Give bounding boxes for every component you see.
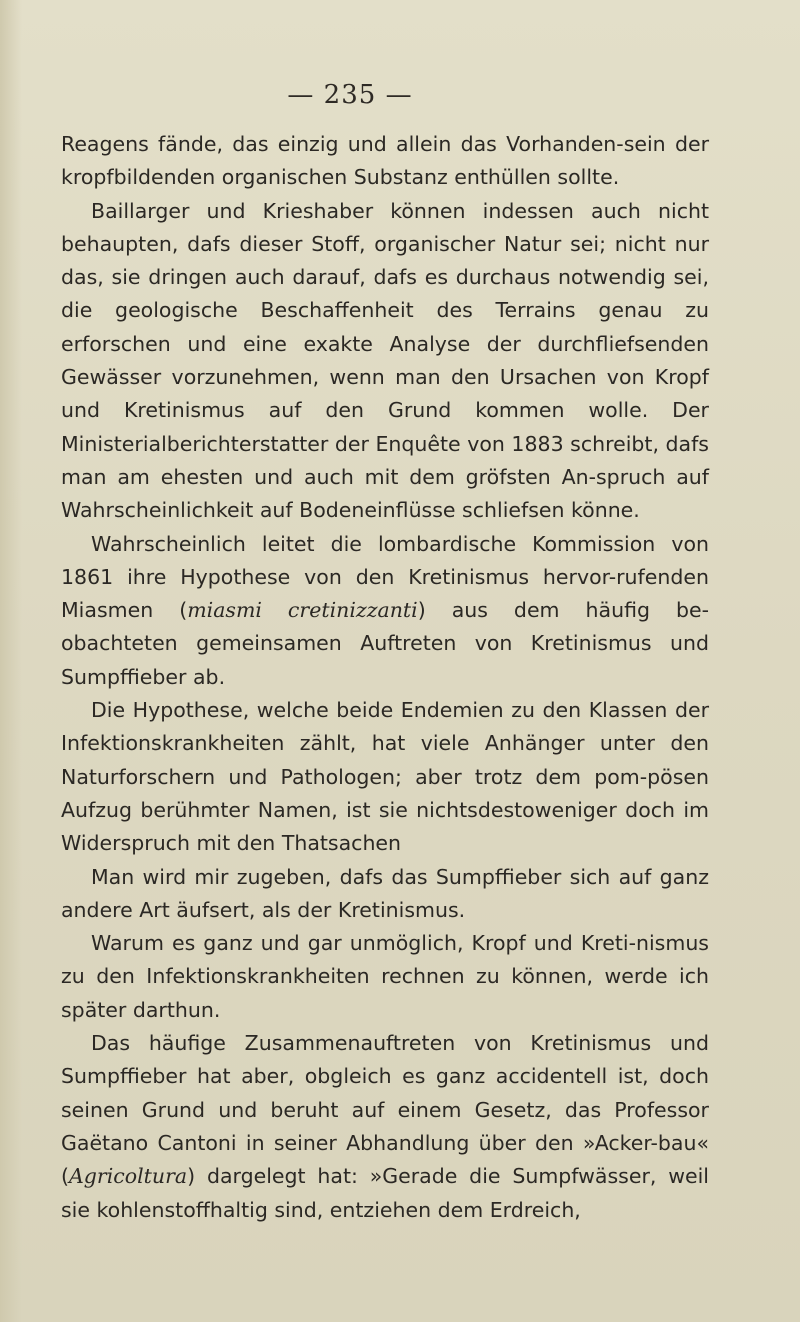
- paragraph-5: Man wird mir zugeben, dafs das Sumpffieber sich auf ganz andere Art äufsert, als der Kretinismus.: [61, 864, 709, 922]
- paragraph-6: Warum es ganz und gar unmöglich, Kropf und Kreti-nismus zu den Infektionskrankheiten rechnen zu können, werde ich später darthun.: [61, 931, 709, 1022]
- paragraph-7-text-after: ) dargelegt hat: »Gerade die Sumpfwässer, weil sie kohlenstoffhaltig sind, entziehen dem Erdreich,: [61, 1164, 709, 1222]
- paragraph-1: Reagens fände, das einzig und allein das Vorhanden-sein der kropfbildenden organischen Substanz enthüllen sollte.: [61, 132, 709, 190]
- paragraph-4: Die Hypothese, welche beide Endemien zu den Klassen der Infektionskrankheiten zählt, hat viele Anhänger unter den Naturforschern und Pathologen; aber trotz dem pom-pösen Aufzug berühmter Namen, ist sie nichtsdestoweniger doch im Widerspruch mit den Thatsachen: [61, 698, 709, 856]
- paragraph-3-italic-term: miasmi cretinizzanti: [187, 598, 418, 623]
- paragraph-2: Baillarger und Krieshaber können indessen auch nicht behaupten, dafs dieser Stoff, organischer Natur sei; nicht nur das, sie dringen auch darauf, dafs es durchaus notwendig sei, die geologische Beschaffenheit des Terrains genau zu erforschen und eine exakte Analyse der durchfliefsenden Gewässer vorzunehmen, wenn man den Ursachen von Kropf und Kretinismus auf den Grund kommen wolle. Der Ministerialberichterstatter der Enquête von 1883 schreibt, dafs man am ehesten und auch mit dem gröfsten An-spruch auf Wahrscheinlichkeit auf Bodeneinflüsse schliefsen könne.: [61, 198, 709, 523]
- paragraph-3-text-after: ) aus dem häufig be-obachteten gemeinsamen Auftreten von Kretinismus und Sumpffieber ab.: [61, 598, 710, 689]
- page-number: — 235 —: [287, 80, 413, 110]
- paragraph-7: [61, 1027, 709, 1227]
- paragraph-7-text-before: Das häufige Zusammenauftreten von Kretinismus und Sumpffieber hat aber, obgleich es ganz accidentell ist, doch seinen Grund und beruht auf einem Gesetz, das Professor Gaëtano Cantoni in seiner Abhandlung über den »Acker-bau« (: [61, 1031, 709, 1189]
- body-text: [61, 128, 709, 1227]
- paragraph-7-italic-term: Agricoltura: [69, 1164, 188, 1189]
- paragraph-3-text-before: Wahrscheinlich leitet die lombardische Kommission von 1861 ihre Hypothese von den Kretinismus hervor-rufenden Miasmen (: [61, 531, 709, 623]
- paragraph-3: [61, 528, 709, 694]
- page-edge-shadow: [0, 0, 22, 1322]
